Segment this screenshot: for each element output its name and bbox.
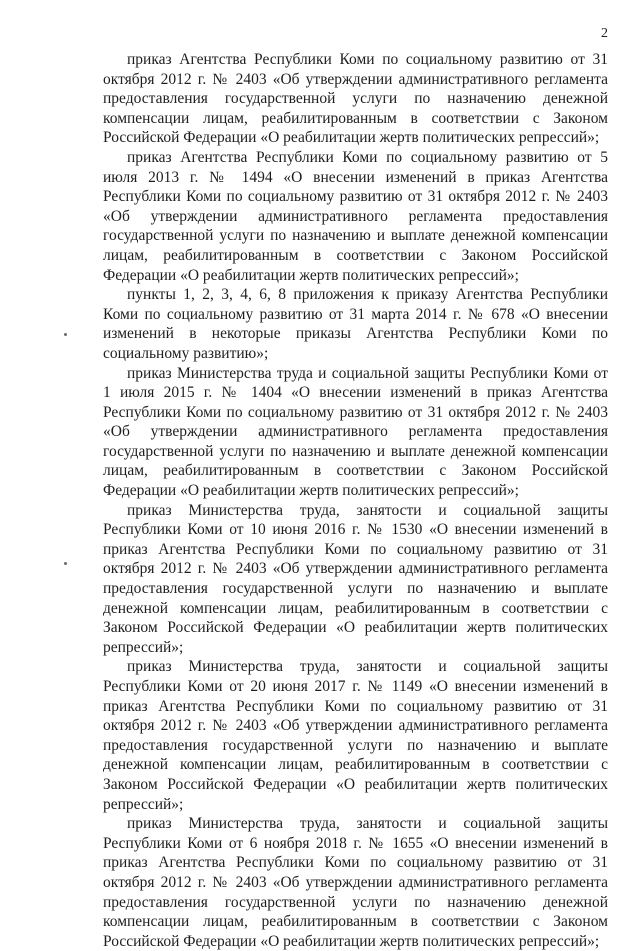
document-body [103, 50, 608, 951]
paragraph-order-2015-1404: приказ Министерства труда и социальной защиты Республики Коми от 1 июля 2015 г. № 1404 «О внесении изменений в приказ Агентства Республики Коми по социальному развитию от 31 октября 2012 г. № 2403 «Об утверждении административного регламента предоставления государственной услуги по назначению и выплате денежной компенсации лицам, реабилитированным в соответствии с Законом Российской Федерации «О реабилитации жертв политических репрессий»; [103, 364, 608, 500]
paragraph-order-2013-1494: приказ Агентства Республики Коми по социальному развитию от 5 июля 2013 г. № 1494 «О внесении изменений в приказ Агентства Республики Коми по социальному развитию от 31 октября 2012 г. № 2403 «Об утверждении административного регламента предоставления государственной услуги по назначению и выплате денежной компенсации лицам, реабилитированным в соответствии с Законом Российской Федерации «О реабилитации жертв политических репрессий»; [103, 148, 608, 284]
page-number: 2 [601, 26, 608, 41]
paragraph-order-2014-678: пункты 1, 2, 3, 4, 6, 8 приложения к приказу Агентства Республики Коми по социальному развитию от 31 марта 2014 г. № 678 «О внесении изменений в некоторые приказы Агентства Республики Коми по социальному развитию»; [103, 286, 608, 362]
paragraph-order-2016-1530: приказ Министерства труда, занятости и социальной защиты Республики Коми от 10 июня 2016 г. № 1530 «О внесении изменений в приказ Агентства Республики Коми по социальному развитию от 31 октября 2012 г. № 2403 «Об утверждении административного регламента предоставления государственной услуги по назначению и выплате денежной компенсации лицам, реабилитированным в соответствии с Законом Российской Федерации «О реабилитации жертв политических репрессий»; [103, 501, 608, 656]
paragraph-order-2017-1149: приказ Министерства труда, занятости и социальной защиты Республики Коми от 20 июня 2017 г. № 1149 «О внесении изменений в приказ Агентства Республики Коми по социальному развитию от 31 октября 2012 г. № 2403 «Об утверждении административного регламента предоставления государственной услуги по назначению и выплате денежной компенсации лицам, реабилитированным в соответствии с Законом Российской Федерации «О реабилитации жертв политических репрессий»; [103, 658, 608, 813]
paragraph-order-2018-1655: приказ Министерства труда, занятости и социальной защиты Республики Коми от 6 ноября 2018 г. № 1655 «О внесении изменений в приказ Агентства Республики Коми по социальному развитию от 31 октября 2012 г. № 2403 «Об утверждении административного регламента предоставления государственной услуги по назначению денежной компенсации лицам, реабилитированным в соответствии с Законом Российской Федерации «О реабилитации жертв политических репрессий»; [103, 815, 608, 950]
scan-mark [64, 333, 67, 336]
paragraph-order-2012-2403: приказ Агентства Республики Коми по социальному развитию от 31 октября 2012 г. № 2403 «Об утверждении административного регламента предоставления государственной услуги по назначению денежной компенсации лицам, реабилитированным в соответствии с Законом Российской Федерации «О реабилитации жертв политических репрессий»; [103, 51, 608, 147]
scan-mark [64, 562, 67, 565]
